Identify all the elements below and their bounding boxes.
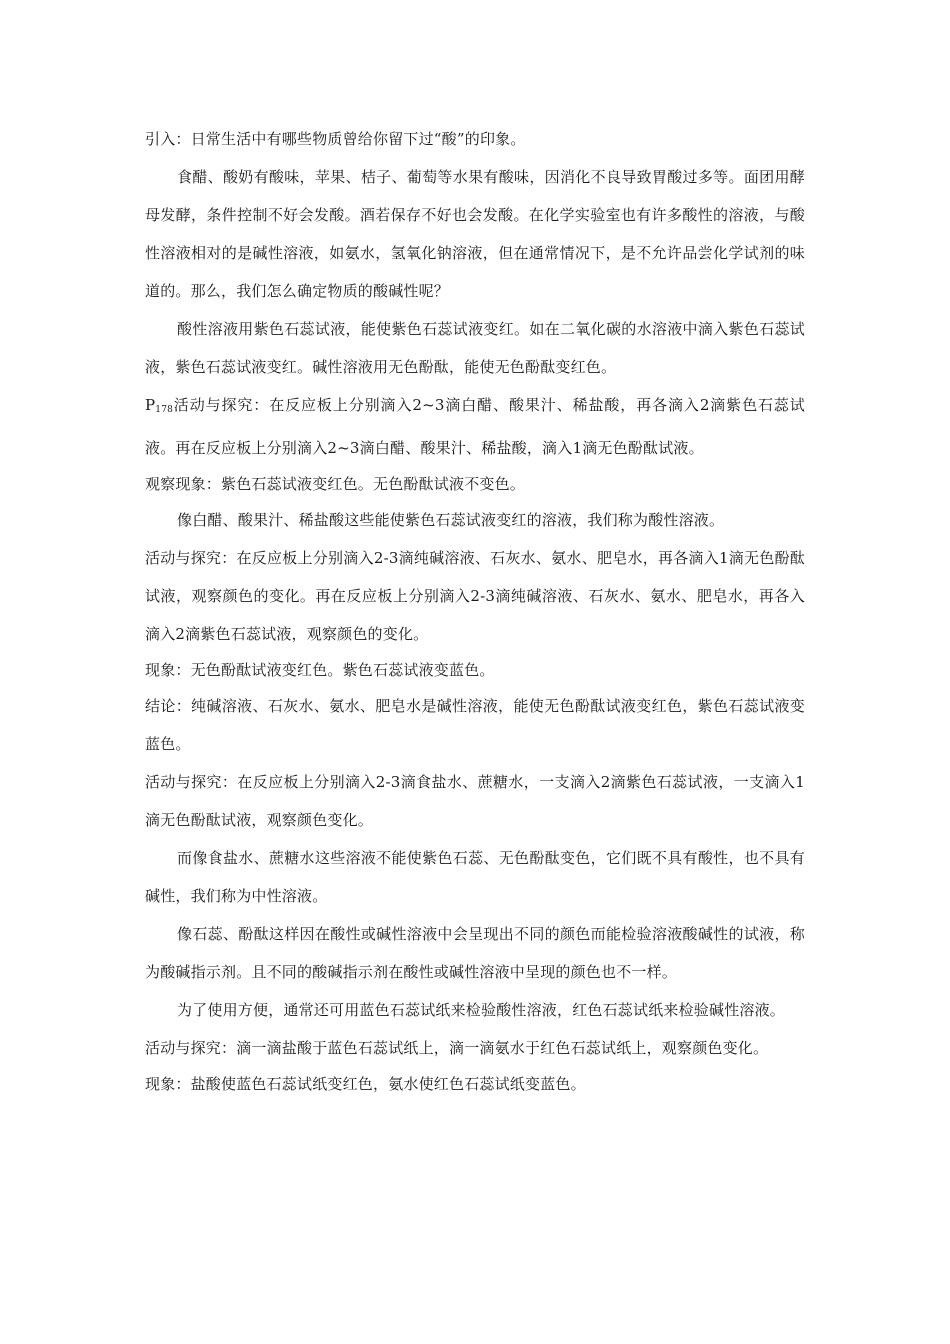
neutral-definition-paragraph: 而像食盐水、蔗糖水这些溶液不能使紫色石蕊、无色酚酞变色，它们既不具有酸性，也不具有碱性，我们称为中性溶液。 <box>145 849 805 905</box>
conclusion-2-paragraph: 结论：纯碱溶液、石灰水、氨水、肥皂水是碱性溶液，能使无色酚酞试液变红色，紫色石蕊试液变蓝色。 <box>145 697 805 753</box>
observation-1-paragraph: 观察现象：紫色石蕊试液变红色。无色酚酞试液不变色。 <box>145 475 526 493</box>
page-ref-prefix: P <box>145 396 156 414</box>
phenomenon-2-paragraph: 现象：无色酚酞试液变红色。紫色石蕊试液变蓝色。 <box>145 661 495 679</box>
activity-2-paragraph: 活动与探究：在反应板上分别滴入2-3滴纯碱溶液、石灰水、氨水、肥皂水，再各滴入1滴无色酚酞试液，观察颜色的变化。再在反应板上分别滴入2-3滴纯碱溶液、石灰水、氨水、肥皂水，再各入滴入2滴紫色石蕊试液，观察颜色的变化。 <box>145 549 805 643</box>
activity-1-text: 活动与探究：在反应板上分别滴入2~3滴白醋、酸果汁、稀盐酸，再各滴入2滴紫色石蕊试液。再在反应板上分别滴入2~3滴白醋、酸果汁、稀盐酸，滴入1滴无色酚酞试液。 <box>145 396 805 457</box>
litmus-paper-paragraph: 为了使用方便，通常还可用蓝色石蕊试纸来检验酸性溶液，红色石蕊试纸来检验碱性溶液。 <box>177 1001 786 1019</box>
document-body <box>145 120 805 1101</box>
acidic-definition-paragraph: 像白醋、酸果汁、稀盐酸这些能使紫色石蕊试液变红的溶液，我们称为酸性溶液。 <box>177 511 725 529</box>
indicator-intro-paragraph: 酸性溶液用紫色石蕊试液，能使紫色石蕊试液变红。如在二氧化碳的水溶液中滴入紫色石蕊试液，紫色石蕊试液变红。碱性溶液用无色酚酞，能使无色酚酞变红色。 <box>145 320 805 376</box>
page-ref-number: 178 <box>155 405 174 415</box>
sour-examples-paragraph: 食醋、酸奶有酸味，苹果、桔子、葡萄等水果有酸味，因消化不良导致胃酸过多等。面团用酵母发酵，条件控制不好会发酸。酒若保存不好也会发酸。在化学实验室也有许多酸性的溶液，与酸性溶液相对的是碱性溶液，如氨水，氢氧化钠溶液，但在通常情况下，是不允许品尝化学试剂的味道的。那么，我们怎么确定物质的酸碱性呢？ <box>145 168 805 300</box>
intro-paragraph: 引入：日常生活中有哪些物质曾给你留下过“酸”的印象。 <box>145 130 526 148</box>
activity-1-paragraph <box>145 386 805 467</box>
activity-4-paragraph: 活动与探究：滴一滴盐酸于蓝色石蕊试纸上，滴一滴氨水于红色石蕊试纸上，观察颜色变化。 <box>145 1039 769 1057</box>
activity-3-paragraph: 活动与探究：在反应板上分别滴入2-3滴食盐水、蔗糖水，一支滴入2滴紫色石蕊试液，一支滴入1滴无色酚酞试液，观察颜色变化。 <box>145 773 805 829</box>
phenomenon-4-paragraph: 现象：盐酸使蓝色石蕊试纸变红色，氨水使红色石蕊试纸变蓝色。 <box>145 1075 586 1093</box>
indicator-definition-paragraph: 像石蕊、酚酞这样因在酸性或碱性溶液中会呈现出不同的颜色而能检验溶液酸碱性的试液，称为酸碱指示剂。且不同的酸碱指示剂在酸性或碱性溶液中呈现的颜色也不一样。 <box>145 925 805 981</box>
